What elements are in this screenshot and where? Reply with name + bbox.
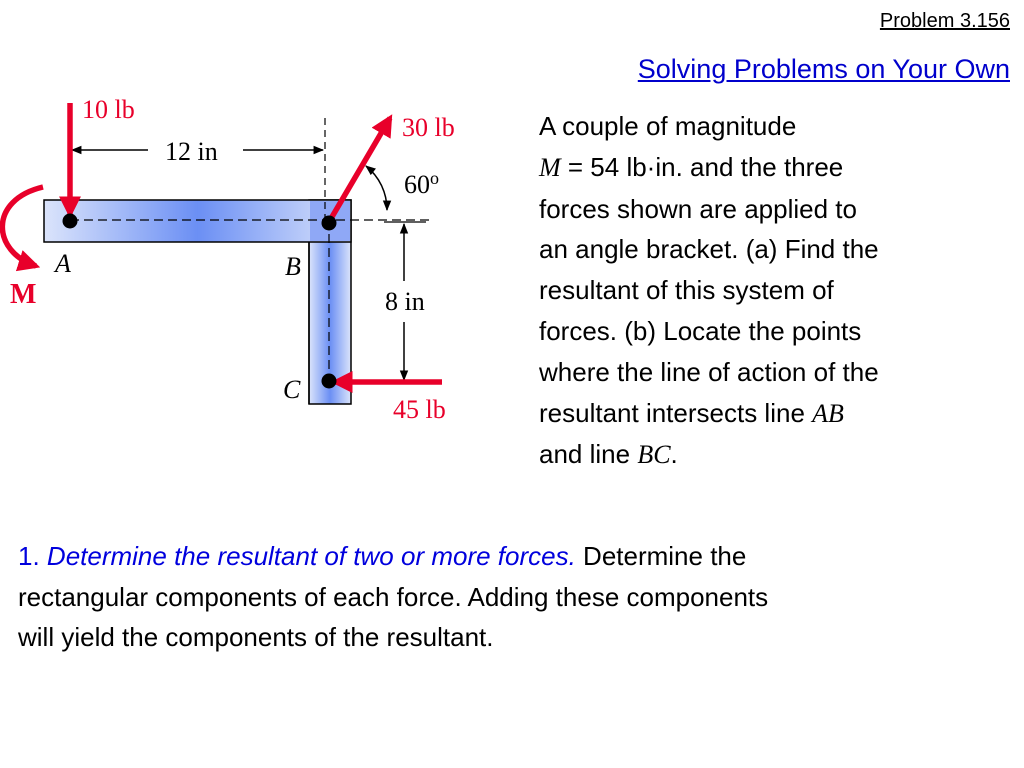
dim-12-label: 12 in xyxy=(165,137,218,166)
problem-line-7: where the line of action of the xyxy=(539,356,879,387)
point-b-label: B xyxy=(285,252,301,281)
force-30lb-label: 30 lb xyxy=(402,113,455,142)
problem-line-9 xyxy=(539,434,1009,476)
point-a-label: A xyxy=(55,249,71,278)
problem-number: Problem 3.156 xyxy=(879,10,1010,32)
step-heading: Determine the resultant of two or more forces. xyxy=(46,541,576,571)
force-10lb-label: 10 lb xyxy=(82,95,135,124)
solution-step-1 xyxy=(18,536,1018,658)
angle-bracket-diagram xyxy=(0,0,530,500)
line-ab-var: AB xyxy=(812,398,844,428)
line-bc-var: BC xyxy=(637,440,671,470)
step-line-2: rectangular components of each force. Adding these components xyxy=(18,581,769,612)
problem-line-9-text: and line xyxy=(539,439,638,470)
problem-line-1: A couple of magnitude xyxy=(539,111,797,141)
step-line-1 xyxy=(18,536,1018,577)
problem-line-3: forces shown are applied to xyxy=(539,193,857,224)
point-b-marker xyxy=(322,216,337,231)
section-title: Solving Problems on Your Own xyxy=(637,54,1010,84)
step-line-1-rest: Determine the xyxy=(575,541,747,571)
dim-8-label: 8 in xyxy=(385,287,425,316)
moment-arrow xyxy=(2,187,43,266)
problem-line-5: resultant of this system of xyxy=(539,275,834,306)
problem-line-2 xyxy=(539,147,1009,189)
point-c-marker xyxy=(322,374,337,389)
problem-line-8-text: resultant intersects line xyxy=(539,397,813,428)
step-line-3: will yield the components of the resultant. xyxy=(18,622,494,652)
point-c-label: C xyxy=(283,375,301,404)
step-number: 1. xyxy=(18,541,47,571)
problem-line-8 xyxy=(539,393,1009,435)
problem-statement xyxy=(539,106,1009,476)
problem-line-9-end: . xyxy=(670,439,678,470)
problem-line-2-rest: = 54 lb·in. and the three xyxy=(560,151,844,182)
moment-label: M xyxy=(10,279,37,310)
m-symbol: M xyxy=(539,152,561,182)
bracket-horizontal-leg xyxy=(44,200,351,242)
force-30lb-arrow xyxy=(329,118,390,222)
point-a-marker xyxy=(63,214,78,229)
force-45lb-label: 45 lb xyxy=(393,395,446,424)
problem-line-6: forces. (b) Locate the points xyxy=(539,315,862,346)
problem-line-4: an angle bracket. (a) Find the xyxy=(539,234,879,265)
angle-label: 60$^o$ xyxy=(404,168,439,199)
angle-arc xyxy=(366,166,387,210)
